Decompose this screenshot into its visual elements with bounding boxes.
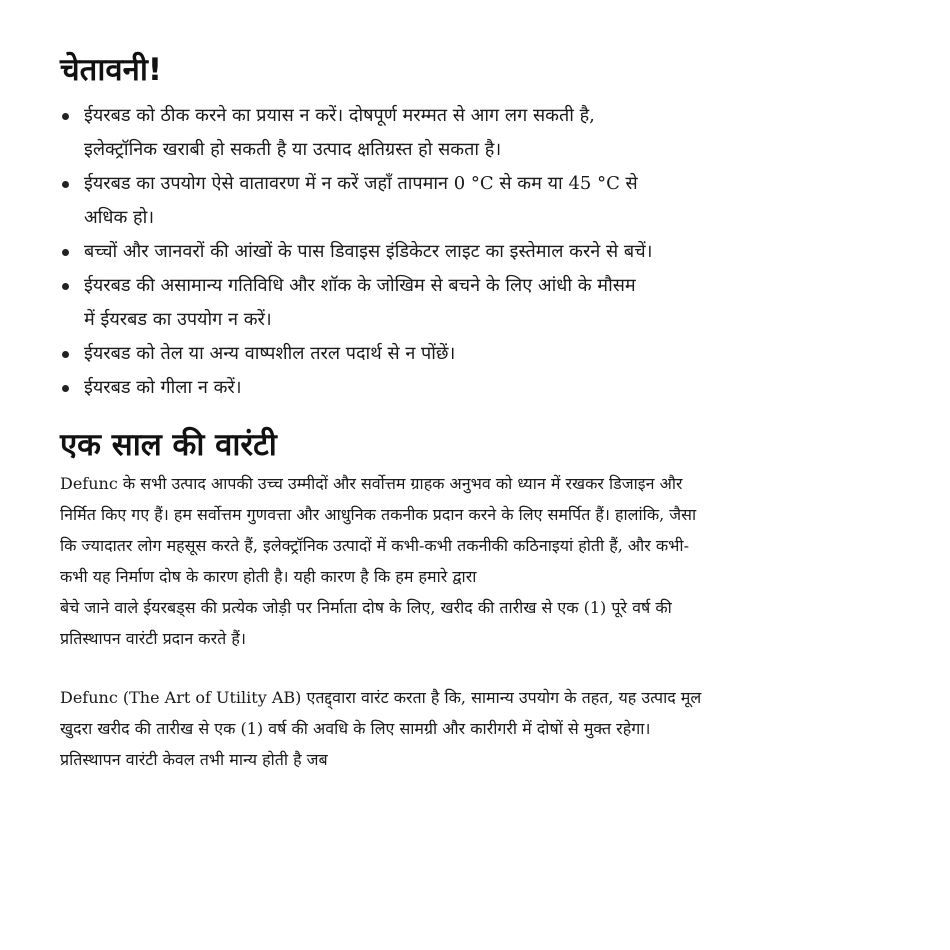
warranty-paragraph-1 xyxy=(60,468,910,654)
paragraph-line: कि ज्यादातर लोग महसूस करते हैं, इलेक्ट्रॉनिक उत्पादों में कभी-कभी तकनीकी कठिनाइयां होती हैं, और कभी- xyxy=(60,536,689,556)
warranty-paragraph-2 xyxy=(60,682,910,775)
warning-line: इलेक्ट्रॉनिक खराबी हो सकती है या उत्पाद क्षतिग्रस्त हो सकता है। xyxy=(84,139,502,161)
paragraph-line: बेचे जाने वाले ईयरबड्स की प्रत्येक जोड़ी पर निर्माता दोष के लिए, खरीद की तारीख से एक (1) पूरे वर्ष की xyxy=(60,598,672,618)
paragraph-line: प्रतिस्थापन वारंटी प्रदान करते हैं। xyxy=(60,629,246,649)
warning-line: में ईयरबड का उपयोग न करें। xyxy=(84,309,272,331)
warning-heading: चेतावनी! xyxy=(60,52,162,88)
warning-list xyxy=(60,99,910,405)
warning-line: बच्चों और जानवरों की आंखों के पास डिवाइस इंडिकेटर लाइट का इस्तेमाल करने से बचें। xyxy=(84,241,653,263)
warning-line: ईयरबड का उपयोग ऐसे वातावरण में न करें जहाँ तापमान 0 °C से कम या 45 °C से xyxy=(84,173,638,195)
warranty-heading: एक साल की वारंटी xyxy=(60,427,277,464)
paragraph-line: कभी यह निर्माण दोष के कारण होती है। यही कारण है कि हम हमारे द्वारा xyxy=(60,567,477,587)
paragraph-line: Defunc के सभी उत्पाद आपकी उच्च उम्मीदों और सर्वोत्तम ग्राहक अनुभव को ध्यान में रखकर डिजाइन और xyxy=(60,474,683,494)
warning-item xyxy=(60,99,910,167)
warning-line: ईयरबड को ठीक करने का प्रयास न करें। दोषपूर्ण मरम्मत से आग लग सकती है, xyxy=(84,105,595,127)
warning-line: ईयरबड की असामान्य गतिविधि और शॉक के जोखिम से बचने के लिए आंधी के मौसम xyxy=(84,275,636,297)
warning-line: अधिक हो। xyxy=(84,207,155,229)
paragraph-line: Defunc (The Art of Utility AB) एतद्द्वारा वारंट करता है कि, सामान्य उपयोग के तहत, यह उत्पाद मूल xyxy=(60,688,702,708)
warning-item xyxy=(60,269,910,337)
warning-line: ईयरबड को गीला न करें। xyxy=(84,377,242,399)
warning-item xyxy=(60,337,910,371)
warning-line: ईयरबड को तेल या अन्य वाष्पशील तरल पदार्थ से न पोंछें। xyxy=(84,343,456,365)
warning-item xyxy=(60,371,910,405)
paragraph-line: खुदरा खरीद की तारीख से एक (1) वर्ष की अवधि के लिए सामग्री और कारीगरी में दोषों से मुक्त रहेगा। xyxy=(60,719,651,739)
paragraph-line: निर्मित किए गए हैं। हम सर्वोत्तम गुणवत्ता और आधुनिक तकनीक प्रदान करने के लिए समर्पित हैं। हालांकि, जैसा xyxy=(60,505,697,525)
paragraph-line: प्रतिस्थापन वारंटी केवल तभी मान्य होती है जब xyxy=(60,750,328,770)
warning-item xyxy=(60,235,910,269)
warning-item xyxy=(60,167,910,235)
